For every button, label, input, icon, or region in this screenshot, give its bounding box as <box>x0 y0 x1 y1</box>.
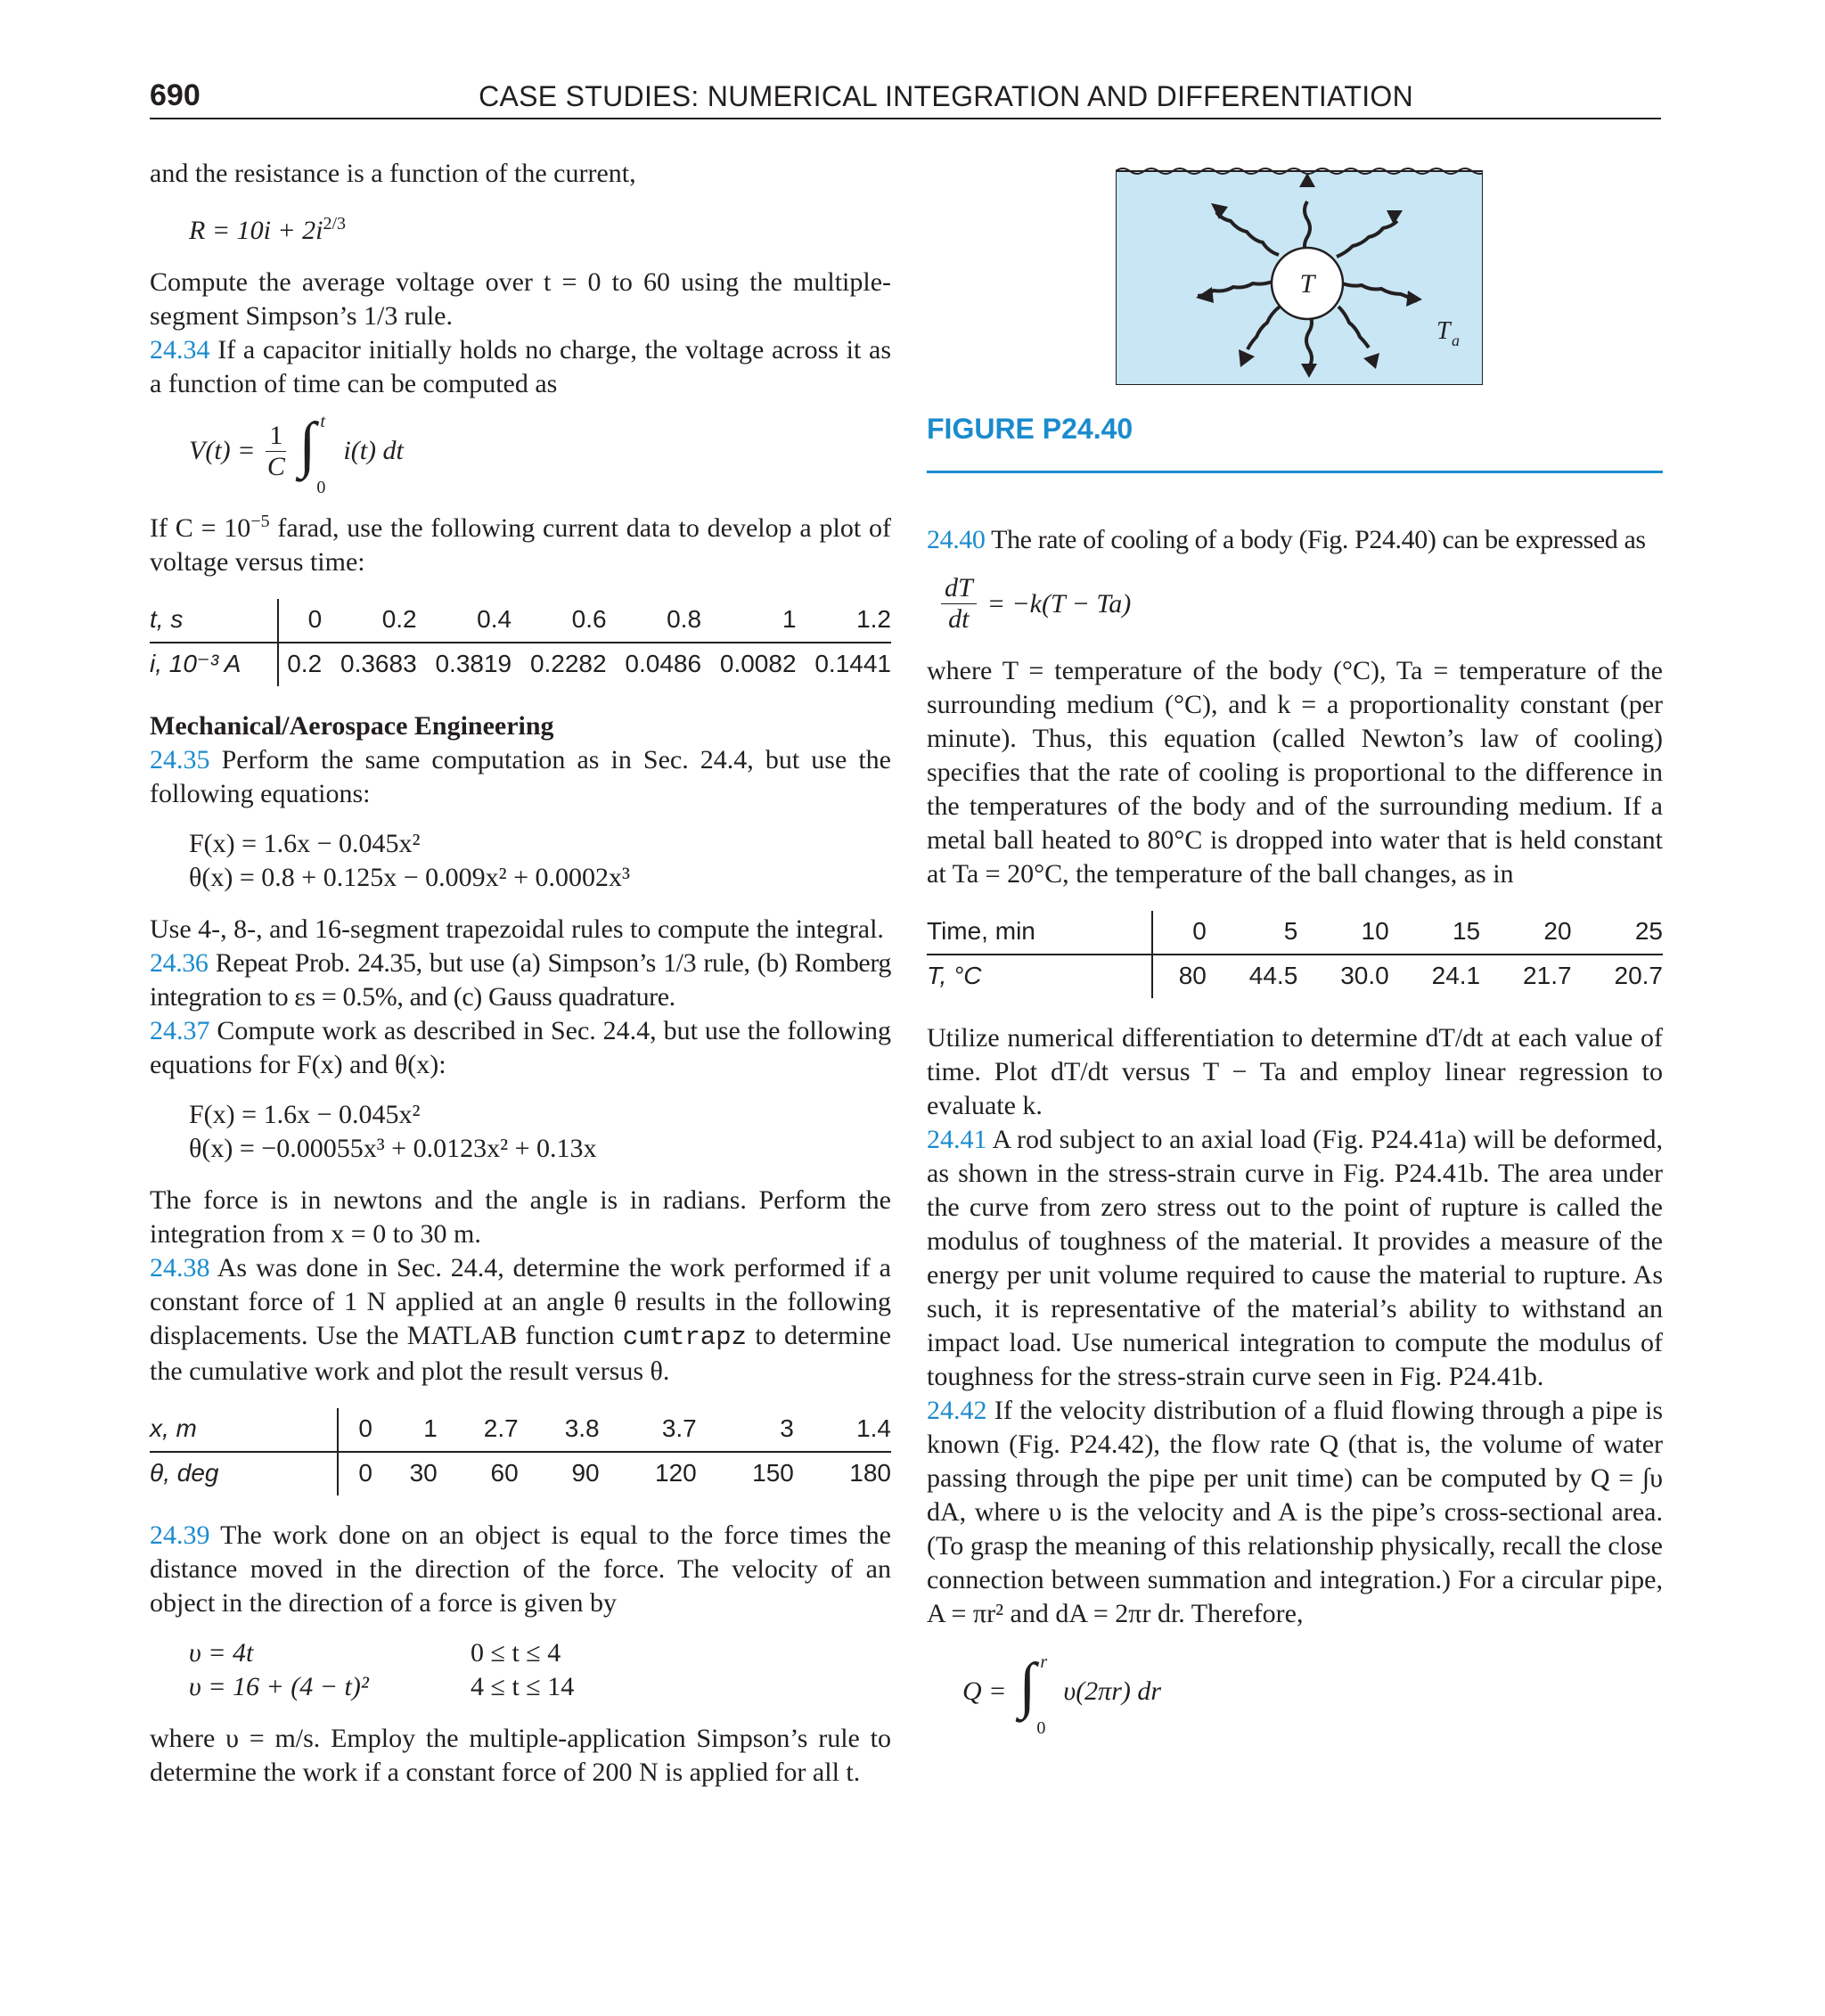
problem-24-34 <box>150 333 891 401</box>
integral-lower-limit: 0 <box>1036 1718 1046 1738</box>
problem-text: Perform the same computation as in Sec. 24.4, but use the following equations: <box>150 745 892 808</box>
table-cell: 1.4 <box>794 1408 891 1452</box>
problem-24-36 <box>150 947 891 1014</box>
eq-cooling-denominator: dt <box>948 604 970 634</box>
table-row <box>927 955 1663 998</box>
eq-V-numerator: 1 <box>266 421 286 452</box>
table-cell: 44.5 <box>1248 962 1298 989</box>
integral-sign: ∫ r 0 <box>1017 1658 1052 1725</box>
problem-text: Repeat Prob. 24.35, but use (a) Simpson’s 1/3 rule, (b) Romberg integration to εs = 0.5%, and (c) Gauss quadrature. <box>150 948 891 1012</box>
equation-flow-rate <box>927 1651 1663 1738</box>
equation-theta: θ(x) = −0.00055x³ + 0.0123x² + 0.13x <box>189 1134 597 1163</box>
problem-24-38 <box>150 1251 891 1389</box>
problem-number[interactable]: 24.37 <box>150 1016 210 1045</box>
table-row <box>150 643 891 686</box>
page-number: 690 <box>150 78 201 112</box>
eq-R-exponent: 2/3 <box>323 214 347 234</box>
capacitor-text-b: farad, use the following current data to develop a plot of voltage versus time: <box>150 513 891 577</box>
table-cell: 21.7 <box>1523 962 1572 989</box>
figure-cooling-ball <box>1116 157 1483 385</box>
eq-V-rhs: i(t) dt <box>343 436 404 465</box>
table-cell: 0.1441 <box>814 650 891 677</box>
table-cell: 2.7 <box>438 1408 519 1452</box>
intro-text: and the resistance is a function of the current, <box>150 159 636 188</box>
table-cell: t, s <box>150 599 278 643</box>
table-cell: x, m <box>150 1408 338 1452</box>
eq-Q-rhs: υ(2πr) dr <box>1063 1676 1162 1706</box>
section-heading: Mechanical/Aerospace Engineering <box>150 711 554 741</box>
table-cell: 30 <box>409 1459 438 1487</box>
table-cell: 5 <box>1207 911 1297 955</box>
equation-F: F(x) = 1.6x − 0.045x² <box>189 1100 421 1129</box>
problem-24-37 <box>150 1014 891 1082</box>
eq-Q-lhs: Q = <box>962 1676 1007 1706</box>
problem-24-39 <box>150 1519 891 1620</box>
velocity-domain: 4 ≤ t ≤ 14 <box>471 1672 575 1701</box>
ambient-subscript: a <box>1452 332 1460 349</box>
table-cell: 150 <box>752 1459 794 1487</box>
table-row <box>927 911 1663 955</box>
eq-cooling-fraction <box>941 573 977 635</box>
table-cell: 0 <box>358 1459 372 1487</box>
table-row <box>150 599 891 643</box>
problem-text: The work done on an object is equal to the force times the distance moved in the direction of the force. The velocity of an object in the direction of a force is given by <box>150 1520 891 1618</box>
equations-24-37 <box>150 1098 891 1166</box>
problem-number[interactable]: 24.36 <box>150 948 209 978</box>
table-cell: 20.7 <box>1614 962 1663 989</box>
eq-V-lhs: V(t) = <box>189 436 256 465</box>
table-cell: 1.2 <box>797 599 891 643</box>
problem-24-37-after: The force is in newtons and the angle is in radians. Perform the integration from x = 0 to 30 m. <box>150 1185 891 1249</box>
problem-text: If a capacitor initially holds no charge, the voltage across it as a function of time can be computed as <box>150 335 892 398</box>
problem-24-42 <box>927 1394 1663 1631</box>
table-cell: 3.8 <box>519 1408 600 1452</box>
figure-caption: FIGURE P24.40 <box>927 413 1133 445</box>
problem-24-40-after: Utilize numerical differentiation to determine dT/dt at each value of time. Plot dT/dt versus T − Ta and employ linear regression to evaluate k. <box>927 1023 1663 1120</box>
table-cell: 0.0082 <box>719 650 797 677</box>
table-displacement-data <box>150 1408 891 1496</box>
table-cell: Time, min <box>927 911 1152 955</box>
problem-number[interactable]: 24.38 <box>150 1253 210 1283</box>
table-cell: 10 <box>1297 911 1388 955</box>
problem-number[interactable]: 24.41 <box>927 1125 987 1154</box>
table-cell: 3.7 <box>600 1408 697 1452</box>
table-cell: θ, deg <box>150 1452 338 1496</box>
table-cell: 60 <box>490 1459 519 1487</box>
table-cell: 0.0486 <box>625 650 702 677</box>
problem-24-39-after: where υ = m/s. Employ the multiple-application Simpson’s rule to determine the work if a constant force of 200 N is applied for all t. <box>150 1724 891 1787</box>
table-cell: 80 <box>1178 962 1207 989</box>
equation-resistance <box>150 207 891 248</box>
velocity-piece-1 <box>189 1636 891 1670</box>
problem-text: The rate of cooling of a body (Fig. P24.40) can be expressed as <box>991 525 1646 554</box>
compute-average-text: Compute the average voltage over t = 0 to 60 using the multiple-segment Simpson’s 1/3 rule. <box>150 267 891 331</box>
table-cell: 0 <box>278 599 323 643</box>
table-cell: 0.2 <box>322 599 416 643</box>
problem-24-35-after: Use 4-, 8-, and 16-segment trapezoidal rules to compute the integral. <box>150 914 884 944</box>
table-cell: 1 <box>701 599 796 643</box>
table-cell: 1 <box>372 1408 438 1452</box>
table-current-data <box>150 599 891 686</box>
figure-rule <box>927 471 1663 473</box>
equation-theta: θ(x) = 0.8 + 0.125x − 0.009x² + 0.0002x³ <box>189 863 631 892</box>
problem-24-40-where: where T = temperature of the body (°C), Ta = temperature of the surrounding medium (°C), and k = a proportionality constant (per minute). Thus, this equation (called Newton’s law of cooling) specifies that the rate of cooling is proportional to the difference in the temperatures of the body and of the surrounding medium. If a metal ball heated to 80°C is dropped into water that is held constant at Ta = 20°C, the temperature of the ball changes, as in <box>927 656 1663 889</box>
table-cell: 30.0 <box>1340 962 1389 989</box>
table-cell: 0.3819 <box>435 650 512 677</box>
right-column <box>927 157 1663 1745</box>
problem-24-35 <box>150 743 891 811</box>
problem-number[interactable]: 24.35 <box>150 745 210 774</box>
capacitor-data-text <box>150 504 891 579</box>
left-column <box>150 157 891 1790</box>
problem-text: A rod subject to an axial load (Fig. P24.41a) will be deformed, as shown in the stress-strain curve in Fig. P24.41b. The area under the curve from zero stress out to the point of rupture is called the modulus of toughness of the material. It provides a measure of the energy per unit volume required to cause the material to rupture. As such, it is representative of the material’s ability to withstand an impact load. Use numerical integration to compute the modulus of toughness for the stress-strain curve seen in Fig. P24.41b. <box>927 1125 1663 1391</box>
velocity-expr: υ = 4t <box>189 1638 254 1668</box>
integral-upper-limit: t <box>320 412 325 431</box>
table-cell: T, °C <box>927 955 1152 998</box>
integral-upper-limit: r <box>1040 1652 1048 1672</box>
integral-lower-limit: 0 <box>316 478 326 497</box>
capacitor-text-a: If C = 10 <box>150 513 251 543</box>
problem-number[interactable]: 24.42 <box>927 1396 987 1425</box>
ball-temperature-label: T <box>1299 269 1315 299</box>
table-cell: 0.2282 <box>529 650 607 677</box>
ambient-temperature-label: T <box>1436 317 1451 345</box>
table-cell: 0.4 <box>417 599 511 643</box>
problem-text-b: to determine the cumulative work and plot the result versus θ. <box>150 1321 891 1386</box>
equations-24-39 <box>150 1636 891 1704</box>
problem-number[interactable]: 24.34 <box>150 335 210 365</box>
matlab-function-name: cumtrapz <box>622 1323 748 1352</box>
equation-cooling <box>927 573 1663 635</box>
velocity-expr: υ = 16 + (4 − t)² <box>189 1672 369 1701</box>
table-cell: 90 <box>571 1459 600 1487</box>
table-cell: 0.2 <box>287 650 323 677</box>
table-row <box>150 1408 891 1452</box>
table-cell: 0.3683 <box>340 650 417 677</box>
table-cell: i, 10⁻³ A <box>150 643 278 686</box>
eq-cooling-rhs: = −k(T − Ta) <box>986 588 1132 619</box>
table-cell: 0 <box>338 1408 372 1452</box>
cooling-diagram <box>1116 157 1483 385</box>
table-cell: 3 <box>697 1408 794 1452</box>
eq-R: R = 10i + 2i <box>189 216 323 245</box>
table-cooling-data <box>927 911 1663 998</box>
problem-24-40 <box>927 523 1663 557</box>
eq-cooling-numerator: dT <box>941 573 977 604</box>
equations-24-35 <box>150 827 891 895</box>
table-cell: 0.8 <box>607 599 701 643</box>
capacitor-exponent: −5 <box>250 512 270 531</box>
table-cell: 180 <box>849 1459 891 1487</box>
header-rule <box>150 118 1661 119</box>
table-cell: 20 <box>1480 911 1571 955</box>
integral-sign: ∫ t 0 <box>297 417 332 485</box>
table-cell: 120 <box>655 1459 697 1487</box>
eq-V-fraction <box>266 421 286 482</box>
velocity-piece-2 <box>189 1670 891 1704</box>
problem-number[interactable]: 24.39 <box>150 1520 210 1550</box>
problem-text-a: As was done in Sec. 24.4, determine the work performed if a constant force of 1 N applied at an angle θ results in the following displacements. Use the MATLAB function <box>150 1253 891 1350</box>
eq-V-denominator: C <box>266 451 285 481</box>
table-cell: 25 <box>1572 911 1663 955</box>
problem-number[interactable]: 24.40 <box>927 525 986 554</box>
problem-24-41 <box>927 1123 1663 1394</box>
table-cell: 24.1 <box>1431 962 1481 989</box>
table-cell: 15 <box>1389 911 1480 955</box>
table-cell: 0.6 <box>511 599 606 643</box>
equation-voltage <box>150 411 891 497</box>
velocity-domain: 0 ≤ t ≤ 4 <box>471 1638 561 1668</box>
running-head: CASE STUDIES: NUMERICAL INTEGRATION AND DIFFERENTIATION <box>479 80 1413 112</box>
problem-text: If the velocity distribution of a fluid flowing through a pipe is known (Fig. P24.42), the flow rate Q (that is, the volume of water passing through the pipe per unit time) can be computed by Q = ∫υ dA, where υ is the velocity and A is the pipe’s cross-sectional area. (To grasp the meaning of this relationship physically, recall the close connection between summation and integration.) For a circular pipe, A = πr² and dA = 2πr dr. Therefore, <box>927 1396 1663 1628</box>
problem-text: Compute work as described in Sec. 24.4, but use the following equations for F(x) and θ(x): <box>150 1016 891 1079</box>
table-row <box>150 1452 891 1496</box>
table-cell: 0 <box>1152 911 1206 955</box>
equation-F: F(x) = 1.6x − 0.045x² <box>189 829 421 858</box>
